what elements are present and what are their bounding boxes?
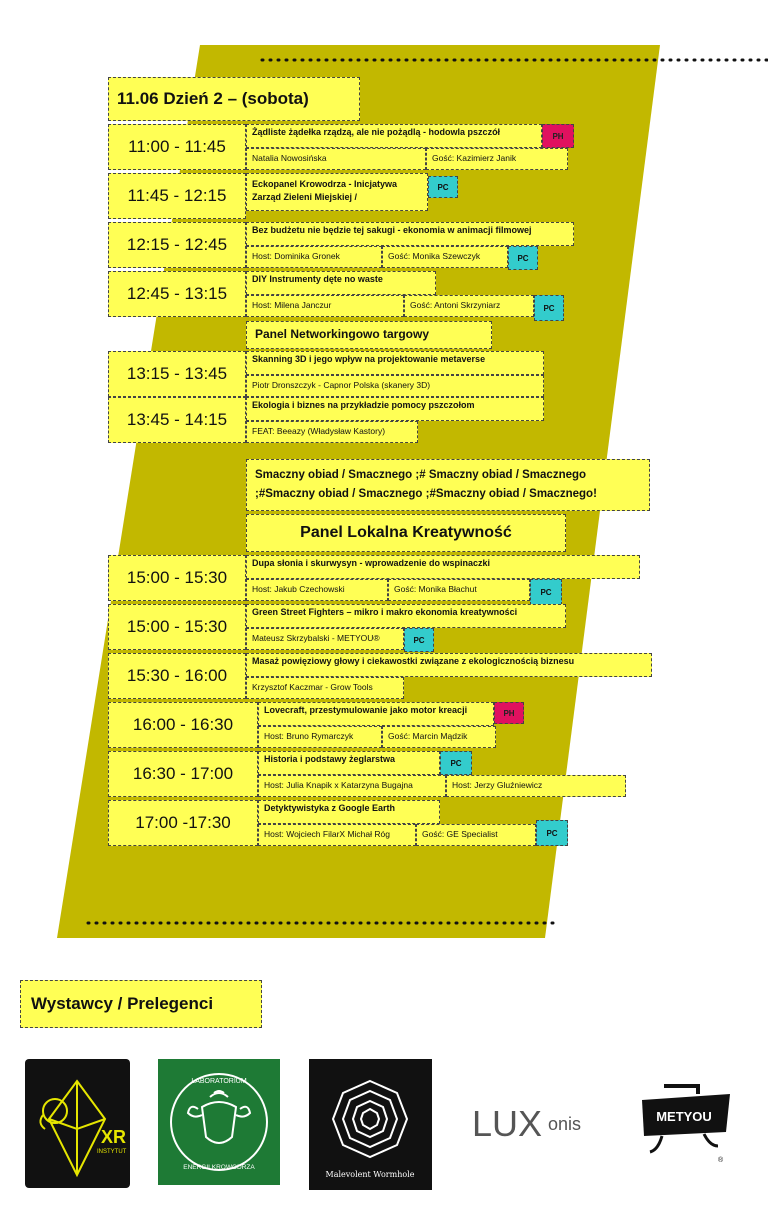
session-title: Detyktywistyka z Google Earth <box>258 800 440 824</box>
malevolent-graphic <box>309 1059 432 1190</box>
session-title-line: Zarząd Zieleni Miejskiej / <box>252 192 358 203</box>
malevolent-wormhole-logo <box>309 1059 432 1190</box>
slot-time: 13:15 - 13:45 <box>108 351 246 397</box>
session-title: DIY Instrumenty dęte no waste <box>246 271 436 295</box>
lunch-line: Smaczny obiad / Smacznego ;# Smaczny obiad / Smacznego <box>255 469 587 482</box>
xr-instytut-logo <box>25 1059 130 1188</box>
day-title: 11.06 Dzień 2 – (sobota) <box>108 77 360 121</box>
slot-time: 12:15 - 12:45 <box>108 222 246 268</box>
panel-networking: Panel Networkingowo targowy <box>246 321 492 349</box>
slot-time: 17:00 -17:30 <box>108 800 258 846</box>
session-title: Lovecraft, przestymulowanie jako motor kreacji <box>258 702 494 726</box>
logo-text: ENERGII KROWODRZA <box>183 1164 255 1171</box>
slot-time: 16:00 - 16:30 <box>108 702 258 748</box>
session-host: Host: Milena Janczur <box>246 295 404 317</box>
logo-text: METYOU <box>656 1109 712 1124</box>
session-title-line: Eckopanel Krowodrza - Inicjatywa <box>252 179 398 189</box>
slot-time: 11:45 - 12:15 <box>108 173 246 219</box>
session-guest: Gość: Marcin Mądzik <box>382 726 496 748</box>
session-host: FEAT: Beeazy (Władysław Kastory) <box>246 421 418 443</box>
session-guest: Host: Jerzy Gluźniewicz <box>446 775 626 797</box>
slot-time: 13:45 - 14:15 <box>108 397 246 443</box>
luxonis-logo <box>470 1098 600 1148</box>
slot-time: 15:00 - 15:30 <box>108 555 246 601</box>
session-title: Żądliste żądełka rządzą, ale nie pożądlą - hodowla pszczół <box>246 124 542 148</box>
slot-time: 15:30 - 16:00 <box>108 653 246 699</box>
session-host: Natalia Nowosińska <box>246 148 426 170</box>
session-host: Host: Dominika Gronek <box>246 246 382 268</box>
laboratorium-graphic <box>158 1059 280 1185</box>
slot-time: 15:00 - 15:30 <box>108 604 246 650</box>
lunch-line: ;#Smaczny obiad / Smacznego ;#Smaczny obiad / Smacznego! <box>255 487 597 500</box>
lunch-banner <box>246 459 650 511</box>
registered-mark: ® <box>718 1157 724 1164</box>
session-host: Host: Jakub Czechowski <box>246 579 388 601</box>
exhibitors-title: Wystawcy / Prelegenci <box>20 980 262 1028</box>
tag-pc: PC <box>440 751 472 775</box>
panel-local: Panel Lokalna Kreatywność <box>246 514 566 552</box>
metyou-graphic <box>634 1080 738 1168</box>
session-guest: Gość: GE Specialist <box>416 824 536 846</box>
logo-text: Malevolent Wormhole <box>325 1170 415 1179</box>
tag-ph: PH <box>494 702 524 724</box>
tag-pc: PC <box>536 820 568 846</box>
laboratorium-logo <box>158 1059 280 1185</box>
tag-pc: PC <box>534 295 564 321</box>
logo-text: XR <box>101 1127 127 1147</box>
session-title: Bez budżetu nie będzie tej sakugi - ekonomia w animacji filmowej <box>246 222 574 246</box>
tag-pc: PC <box>530 579 562 605</box>
session-host: Piotr Dronszczyk - Capnor Polska (skanery 3D) <box>246 375 544 397</box>
logo-text: LABORATORIUM <box>191 1078 247 1085</box>
session-title: Skanning 3D i jego wpływ na projektowanie metaverse <box>246 351 544 375</box>
xr-instytut-graphic <box>25 1059 130 1188</box>
session-guest: Gość: Kazimierz Janik <box>426 148 568 170</box>
session-title: Ekologia i biznes na przykładzie pomocy pszczołom <box>246 397 544 421</box>
session-title <box>246 173 428 211</box>
session-title: Masaż powięziowy głowy i ciekawostki związane z ekologicznością biznesu <box>246 653 652 677</box>
slot-time: 12:45 - 13:15 <box>108 271 246 317</box>
session-host: Krzysztof Kaczmar - Grow Tools <box>246 677 404 699</box>
slot-time: 11:00 - 11:45 <box>108 124 246 170</box>
session-host: Mateusz Skrzybalski - METYOU® <box>246 628 404 650</box>
session-title: Green Street Fighters – mikro i makro ekonomia kreatywności <box>246 604 566 628</box>
session-host: Host: Bruno Rymarczyk <box>258 726 382 748</box>
session-host: Host: Julia Knapik x Katarzyna Bugajna <box>258 775 446 797</box>
logo-text: onis <box>548 1114 582 1134</box>
session-title: Dupa słonia i skurwysyn - wprowadzenie do wspinaczki <box>246 555 640 579</box>
session-guest: Gość: Antoni Skrzyniarz <box>404 295 534 317</box>
tag-pc: PC <box>508 246 538 270</box>
metyou-logo <box>634 1080 738 1168</box>
session-title: Historia i podstawy żeglarstwa <box>258 751 440 775</box>
session-host: Host: Wojciech FilarX Michał Róg <box>258 824 416 846</box>
luxonis-graphic <box>470 1098 600 1148</box>
slot-time: 16:30 - 17:00 <box>108 751 258 797</box>
tag-pc: PC <box>404 628 434 652</box>
logo-text: INSTYTUT <box>97 1149 127 1155</box>
tag-pc: PC <box>428 176 458 198</box>
session-guest: Gość: Monika Szewczyk <box>382 246 508 268</box>
logo-text: LUX <box>472 1103 543 1144</box>
tag-ph: PH <box>542 124 574 148</box>
session-guest: Gość: Monika Błachut <box>388 579 530 601</box>
